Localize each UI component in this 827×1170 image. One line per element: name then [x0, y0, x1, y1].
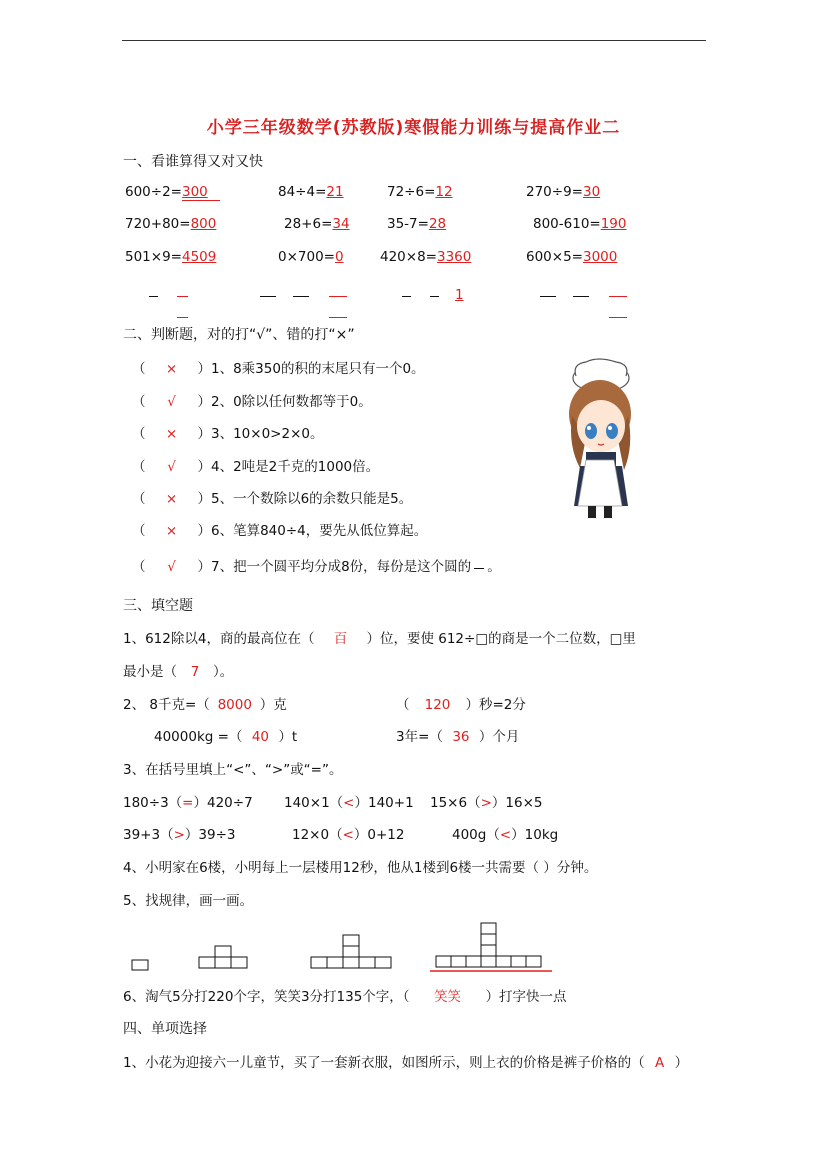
header-rule — [122, 40, 706, 41]
calc-item: 600÷2=300 — [125, 184, 220, 201]
judge-item: （ × ）1、8乘350的积的末尾只有一个0。 — [132, 361, 425, 377]
fill-q2b: （ 120 ）秒=2分 — [396, 697, 526, 713]
compare-item: 140×1（<）140+1 — [284, 795, 414, 811]
judge-item: （ × ）6、笔算840÷4，要先从低位算起。 — [132, 523, 428, 539]
fill-q1-line1: 1、612除以4，商的最高位在（ 百 ）位，要使 612÷□的商是一个二位数，□里 — [123, 631, 636, 647]
calc-item: 35-7=28 — [387, 216, 447, 232]
calc-item: 84÷4=21 — [278, 184, 344, 200]
compare-item: 12×0（<）0+12 — [292, 827, 405, 843]
compare-item: 39+3（>）39÷3 — [123, 827, 236, 843]
section-2-heading: 二、判断题，对的打“√”、错的打“×” — [123, 327, 355, 343]
maid-girl-illustration — [558, 356, 642, 522]
page-title: 小学三年级数学(苏教版)寒假能力训练与提高作业二 — [206, 118, 621, 138]
calc-item: 501×9=4509 — [125, 249, 217, 265]
calc-item: 270÷9=30 — [526, 184, 601, 200]
judge-item: （ √ ）4、2吨是2千克的1000倍。 — [132, 459, 380, 475]
judge-item: （ × ）3、10×0>2×0。 — [132, 426, 324, 442]
calc-item: 800-610=190 — [533, 216, 627, 232]
fill-q1-line2: 最小是（ 7 ）。 — [123, 664, 234, 680]
compare-item: 180÷3（=）420÷7 — [123, 795, 253, 811]
section-3-heading: 三、填空题 — [123, 598, 193, 614]
calc-item: 0×700=0 — [278, 249, 344, 265]
calc-item: 420×8=3360 — [380, 249, 472, 265]
block-pattern-figure — [128, 918, 558, 974]
fill-q3: 3、在括号里填上“<”、“>”或“=”。 — [123, 762, 343, 778]
fill-q2a: 2、 8千克=（ 8000 ）克 — [123, 697, 287, 713]
choice-q1: 1、小花为迎接六一儿童节，买了一套新衣服，如图所示，则上衣的价格是裤子价格的（ A ） — [123, 1055, 689, 1071]
compare-item: 400g（<）10kg — [452, 827, 559, 843]
fill-q4: 4、小明家在6楼，小明每上一层楼用12秒，他从1楼到6楼一共需要（ ）分钟。 — [123, 860, 598, 876]
judge-item: （ √ ）2、0除以任何数都等于0。 — [132, 394, 372, 410]
fill-q2c: 40000kg =（ 40 ）t — [154, 729, 298, 745]
compare-item: 15×6（>）16×5 — [430, 795, 543, 811]
fill-q6: 6、淘气5分打220个字，笑笑3分打135个字，（ 笑笑 ）打字快一点 — [123, 989, 567, 1005]
calc-item: 720+80=800 — [125, 216, 217, 232]
fill-q5: 5、找规律，画一画。 — [123, 893, 254, 909]
fill-q2d: 3年=（ 36 ）个月 — [396, 729, 520, 745]
fraction-answer: 1 — [455, 287, 464, 303]
judge-item: （ √ ）7、把一个圆平均分成8份，每份是这个圆的 。 — [132, 559, 501, 575]
judge-item: （ × ）5、一个数除以6的余数只能是5。 — [132, 491, 413, 507]
calc-item: 600×5=3000 — [526, 249, 618, 265]
section-1-heading: 一、看谁算得又对又快 — [123, 154, 263, 170]
calc-item: 72÷6=12 — [387, 184, 453, 200]
calc-item: 28+6=34 — [284, 216, 350, 232]
section-4-heading: 四、单项选择 — [123, 1021, 207, 1037]
